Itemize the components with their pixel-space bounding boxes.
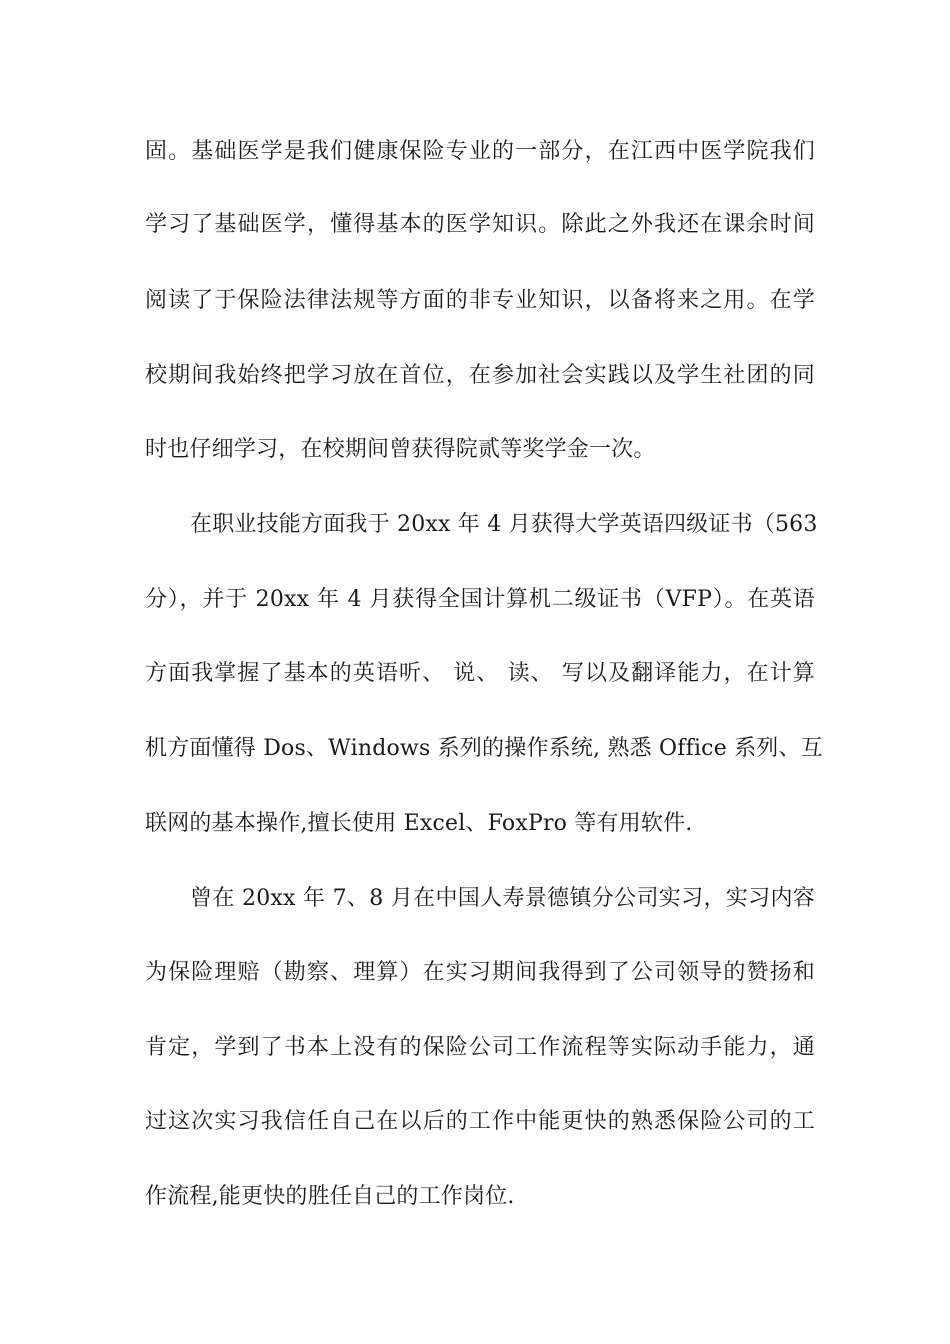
text-line: 分），并于 20xx 年 4 月获得全国计算机二级证书（VFP）。在英语 <box>145 587 815 612</box>
text-line: 校期间我始终把学习放在首位，在参加社会实践以及学生社团的同 <box>145 363 815 388</box>
text-line: 阅读了于保险法律法规等方面的非专业知识，以备将来之用。在学 <box>145 288 815 313</box>
text-line: 方面我掌握了基本的英语听、 说、 读、 写以及翻译能力，在计算 <box>145 661 815 686</box>
text-line: 时也仔细学习，在校期间曾获得院贰等奖学金一次。 <box>145 437 656 462</box>
text-line: 联网的基本操作,擅长使用 Excel、FoxPro 等有用软件. <box>145 811 693 836</box>
text-line: 过这次实习我信任自己在以后的工作中能更快的熟悉保险公司的工 <box>145 1109 815 1134</box>
paragraph-first-line: 曾在 20xx 年 7、8 月在中国人寿景德镇分公司实习，实习内容 <box>190 886 815 911</box>
text-line: 肯定，学到了书本上没有的保险公司工作流程等实际动手能力，通 <box>145 1035 815 1060</box>
text-line: 机方面懂得 Dos、Windows 系列的操作系统, 熟悉 Office 系列、互 <box>145 736 823 761</box>
text-line: 学习了基础医学，懂得基本的医学知识。除此之外我还在课余时间 <box>145 212 815 237</box>
paragraph-first-line: 在职业技能方面我于 20xx 年 4 月获得大学英语四级证书（563 <box>190 512 818 537</box>
text-line: 作流程,能更快的胜任自己的工作岗位. <box>145 1184 515 1209</box>
text-line: 固。基础医学是我们健康保险专业的一部分，在江西中医学院我们 <box>145 139 815 164</box>
text-line: 为保险理赔（勘察、理算）在实习期间我得到了公司领导的赞扬和 <box>145 960 815 985</box>
